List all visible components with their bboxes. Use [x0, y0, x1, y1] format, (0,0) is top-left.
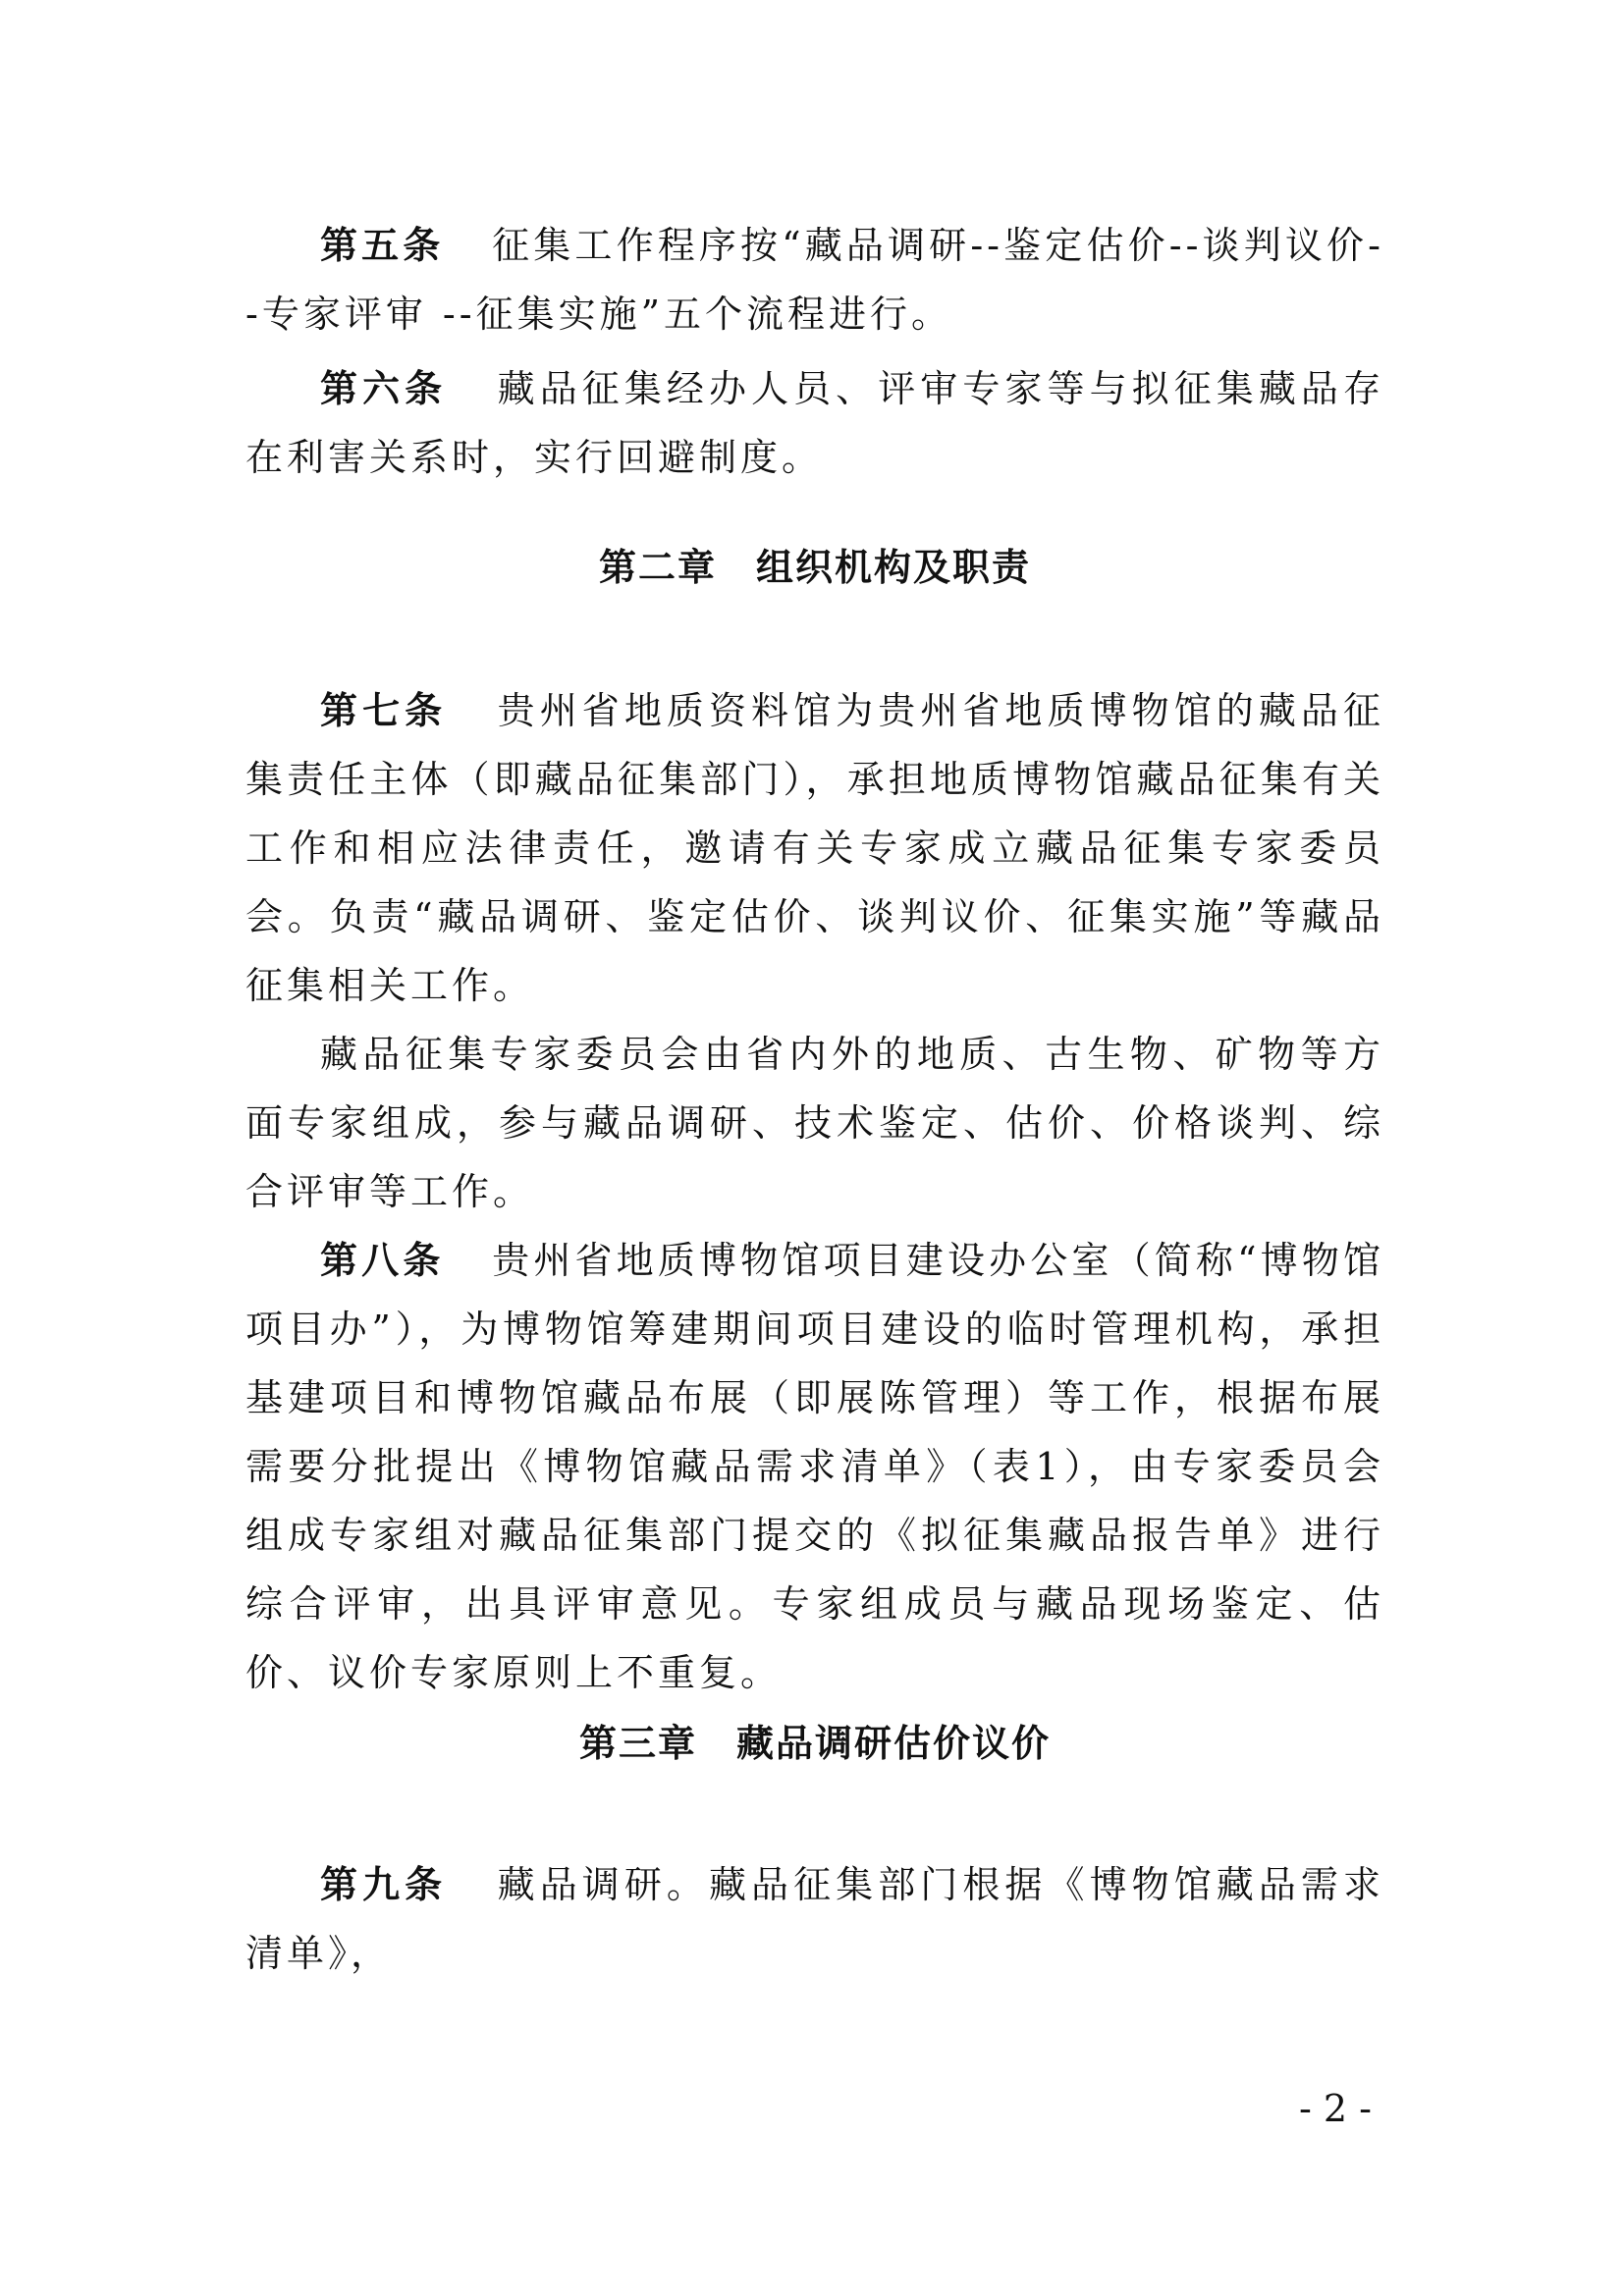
article-9-label: 第九条	[320, 1863, 448, 1906]
article-7-paragraph-2: 藏品征集专家委员会由省内外的地质、古生物、矿物等方面专家组成，参与藏品调研、技术鉴定、估价、价格谈判、综合评审等工作。	[245, 1033, 1384, 1213]
article-5-paragraph	[245, 211, 1384, 348]
article-9-text: 藏品调研。藏品征集部门根据《博物馆藏品需求清单》，	[245, 1863, 1384, 1975]
chapter-3-heading: 第三章 藏品调研估价议价	[578, 1722, 1051, 1765]
article-7-paragraph	[245, 676, 1384, 1020]
page-number: - 2 -	[1298, 2087, 1372, 2130]
article-7-text: 贵州省地质资料馆为贵州省地质博物馆的藏品征集责任主体（即藏品征集部门），承担地质博物馆藏品征集有关工作和相应法律责任，邀请有关专家成立藏品征集专家委员会。负责“藏品调研、鉴定估价、谈判议价、征集实施”等藏品征集相关工作。	[245, 689, 1384, 1007]
article-6-paragraph	[245, 354, 1384, 492]
article-8-label: 第八条	[320, 1239, 445, 1282]
article-8-paragraph	[245, 1226, 1384, 1707]
article-6-label: 第六条	[320, 367, 448, 410]
chapter-2-heading: 第二章 组织机构及职责	[598, 546, 1031, 589]
article-5-text: 征集工作程序按“藏品调研--鉴定估价--谈判议价--专家评审 --征集实施”五个流程进行。	[245, 224, 1384, 336]
article-5-label: 第五条	[320, 224, 445, 267]
article-8-text: 贵州省地质博物馆项目建设办公室（简称“博物馆项目办”），为博物馆筹建期间项目建设的临时管理机构，承担基建项目和博物馆藏品布展（即展陈管理）等工作，根据布展需要分批提出《博物馆藏品需求清单》（表1），由专家委员会组成专家组对藏品征集部门提交的《拟征集藏品报告单》进行综合评审，出具评审意见。专家组成员与藏品现场鉴定、估价、议价专家原则上不重复。	[245, 1239, 1384, 1694]
article-9-paragraph	[245, 1850, 1384, 1988]
article-7-label: 第七条	[320, 689, 448, 732]
document-body	[245, 211, 1384, 1988]
article-6-text: 藏品征集经办人员、评审专家等与拟征集藏品存在利害关系时，实行回避制度。	[245, 367, 1384, 479]
